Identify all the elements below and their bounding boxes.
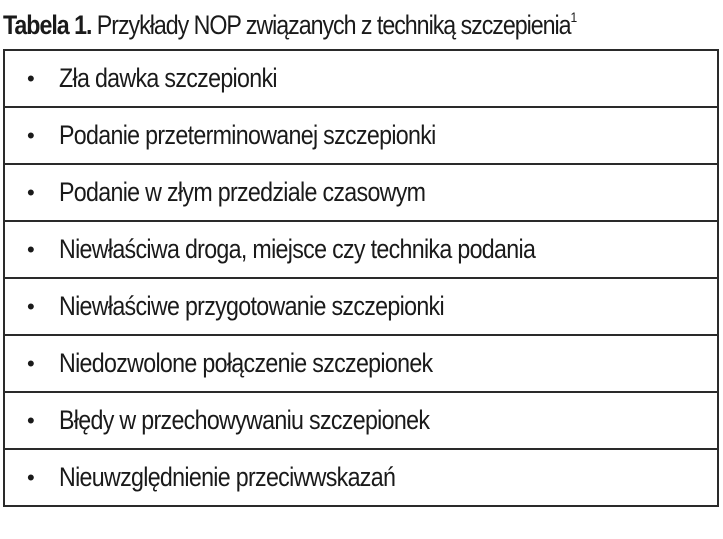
table-row [4,449,718,506]
table-cell [4,449,718,506]
bullet-icon: • [27,407,34,433]
list-item: Podanie przeterminowanej szczepionki [59,120,436,150]
table-row [4,278,718,335]
table-caption-label: Tabela 1. [3,10,92,40]
table-row [4,107,718,164]
bullet-icon: • [27,350,34,376]
table-row [4,335,718,392]
table-row [4,221,718,278]
list-item: Błędy w przechowywaniu szczepionek [59,405,430,435]
table-cell [4,278,718,335]
table-row [4,164,718,221]
table-cell [4,221,718,278]
table-cell [4,392,718,449]
bullet-icon: • [27,464,34,490]
table-cell [4,164,718,221]
list-item: Zła dawka szczepionki [59,63,277,93]
table-row [4,50,718,107]
list-item: Niedozwolone połączenie szczepionek [59,348,433,378]
table-cell [4,50,718,107]
bullet-icon: • [27,236,34,262]
table-cell [4,107,718,164]
footnote-marker: 1 [570,9,577,25]
table-caption-text: Przykłady NOP związanych z techniką szczepienia [96,10,571,40]
list-item: Podanie w złym przedziale czasowym [59,177,426,207]
nop-examples-table [3,49,719,507]
list-item: Niewłaściwa droga, miejsce czy technika podania [59,234,536,264]
table-row [4,392,718,449]
list-item: Nieuwzględnienie przeciwwskazań [59,462,396,492]
bullet-icon: • [27,122,34,148]
bullet-icon: • [27,293,34,319]
bullet-icon: • [27,179,34,205]
table-caption [3,7,619,43]
bullet-icon: • [27,65,34,91]
table-cell [4,335,718,392]
list-item: Niewłaściwe przygotowanie szczepionki [59,291,444,321]
